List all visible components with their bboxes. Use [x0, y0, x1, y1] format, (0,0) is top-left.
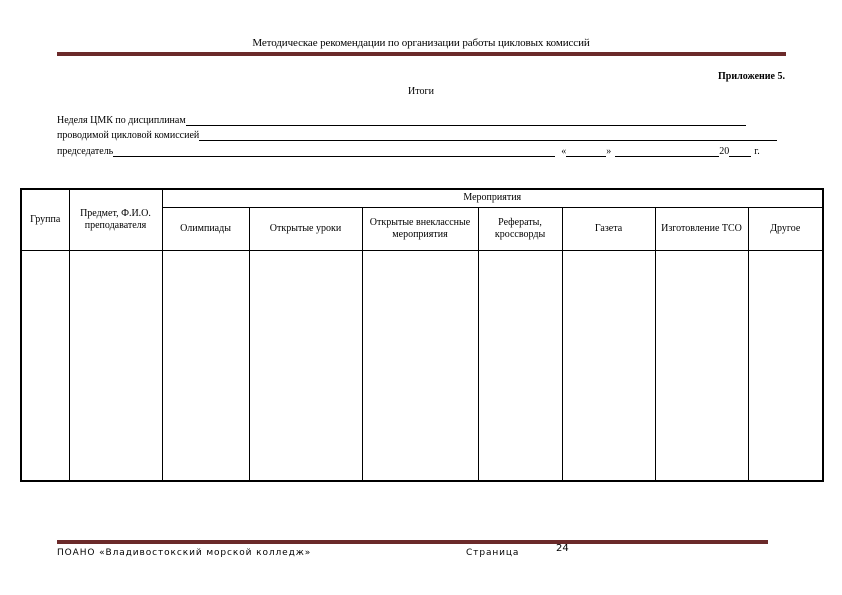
col-header-open-lessons: Открытые уроки [249, 207, 362, 250]
table-cell[interactable] [249, 250, 362, 481]
form-line-commission-blank[interactable] [199, 130, 777, 141]
col-header-olympiads: Олимпиады [162, 207, 249, 250]
table-cell[interactable] [748, 250, 823, 481]
form-line-chairman [57, 146, 760, 157]
form-line-chairman-blank[interactable] [113, 146, 555, 157]
col-header-subject: Предмет, Ф.И.О. преподавателя [69, 189, 162, 250]
footer-page-number: 24 [556, 543, 569, 554]
date-month-blank[interactable] [615, 146, 719, 157]
col-header-newspaper: Газета [562, 207, 655, 250]
date-year-suffix: г. [754, 146, 760, 157]
results-table [20, 188, 824, 482]
table-cell[interactable] [362, 250, 478, 481]
form-line-disciplines-blank[interactable] [186, 115, 746, 126]
col-header-group: Группа [21, 189, 69, 250]
footer-page-label: Страница [466, 548, 520, 558]
header-rule [57, 52, 786, 56]
appendix-label: Приложение 5. [718, 71, 785, 82]
form-line-commission [57, 130, 777, 141]
form-line-disciplines [57, 115, 746, 126]
col-header-tso: Изготовление ТСО [655, 207, 748, 250]
page-subtitle: Итоги [408, 86, 434, 97]
table-cell[interactable] [478, 250, 562, 481]
table-cell[interactable] [655, 250, 748, 481]
date-year-prefix: 20 [719, 146, 730, 157]
col-header-essays: Рефераты, кроссворды [478, 207, 562, 250]
document-header-title: Методическае рекомендации по организации работы цикловых комиссий [252, 37, 590, 49]
table-cell[interactable] [69, 250, 162, 481]
date-day-blank[interactable] [566, 146, 606, 157]
table-cell[interactable] [162, 250, 249, 481]
col-header-events: Мероприятия [162, 189, 823, 207]
footer-organization: ПОАНО «Владивостокский морской колледж» [57, 548, 312, 558]
footer-rule [57, 540, 768, 544]
date-quote-open: « [561, 146, 567, 157]
form-line-commission-label: проводимой цикловой комиссией [57, 130, 200, 141]
table-row [21, 250, 823, 481]
date-year-blank[interactable] [729, 146, 751, 157]
form-line-chairman-label: председатель [57, 146, 114, 157]
date-quote-close: » [606, 146, 612, 157]
table-cell[interactable] [562, 250, 655, 481]
col-header-other: Другое [748, 207, 823, 250]
form-line-disciplines-label: Неделя ЦМК по дисциплинам [57, 115, 186, 126]
col-header-extracurricular: Открытые внеклассные мероприятия [362, 207, 478, 250]
table-cell[interactable] [21, 250, 69, 481]
